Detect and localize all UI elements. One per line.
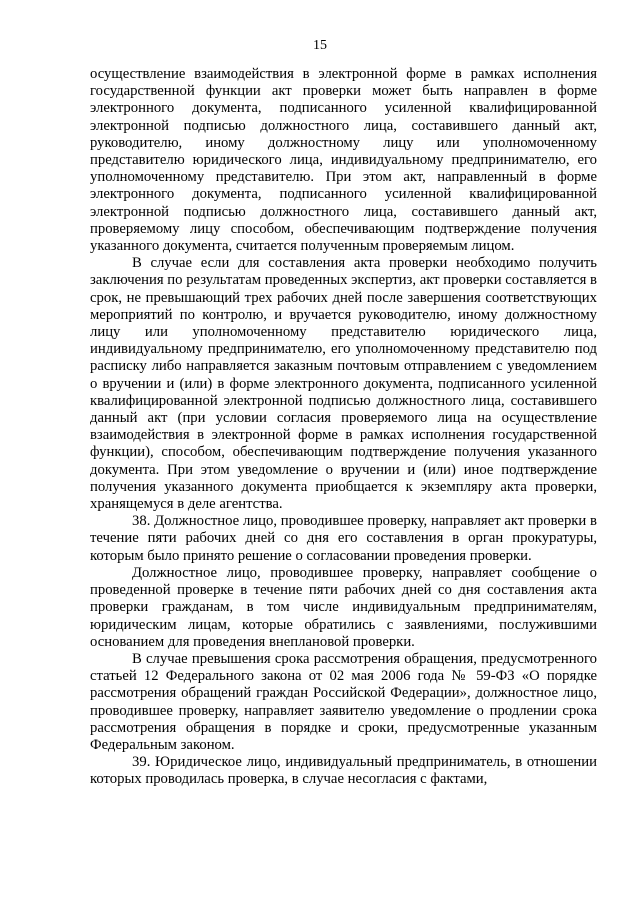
- paragraph-item-39: 39. Юридическое лицо, индивидуальный предприниматель, в отношении которых проводилась проверка, в случае несогласия с фактами,: [90, 754, 597, 788]
- paragraph-expertise-conclusions: В случае если для составления акта проверки необходимо получить заключения по результатам проведенных экспертиз, акт проверки составляется в срок, не превышающий трех рабочих дней после завершения соответствующих мероприятий по контролю, и вручается руководителю, иному должностному лицу или уполномоченному представителю юридического лица, индивидуальному предпринимателю, его уполномоченному представителю под расписку либо направляется заказным почтовым отправлением с уведомлением о вручении и (или) в форме электронного документа, подписанного усиленной квалифицированной электронной подписью должностного лица, составившего данный акт (при условии согласия проверяемого лица на осуществление взаимодействия в электронной форме в рамках исполнения государственной функции), способом, обеспечивающим подтверждение получения указанного документа. При этом уведомление о вручении и (или) иное подтверждение получения указанного документа приобщается к экземпляру акта проверки, хранящемуся в деле агентства.: [90, 255, 597, 513]
- body-text: [90, 66, 597, 789]
- paragraph-act-electronic-form: осуществление взаимодействия в электронной форме в рамках исполнения государственной функции акт проверки может быть направлен в форме электронного документа, подписанного усиленной квалифицированной электронной подписью должностного лица, составившего данный акт, руководителю, иному должностному лицу или уполномоченному представителю юридического лица, индивидуальному предпринимателю, его уполномоченному представителю. При этом акт, направленный в форме электронного документа, подписанного усиленной квалифицированной электронной подписью должностного лица, составившего данный акт, проверяемому лицу способом, обеспечивающим подтверждение получения указанного документа, считается полученным проверяемым лицом.: [90, 66, 597, 255]
- paragraph-item-38: 38. Должностное лицо, проводившее проверку, направляет акт проверки в течение пяти рабочих дней со дня его составления в орган прокуратуры, которым было принято решение о согласовании проведения проверки.: [90, 513, 597, 564]
- page-number: 15: [313, 38, 327, 53]
- paragraph-term-extension: В случае превышения срока рассмотрения обращения, предусмотренного статьей 12 Федерального закона от 02 мая 2006 года № 59-ФЗ «О порядке рассмотрения обращений граждан Российской Федерации», должностное лицо, проводившее проверку, направляет заявителю уведомление о продлении срока рассмотрения обращения в порядке и сроки, предусмотренные указанным Федеральным законом.: [90, 650, 597, 753]
- paragraph-notification-citizens: Должностное лицо, проводившее проверку, направляет сообщение о проведенной проверке в течение пяти рабочих дней со дня составления акта проверки гражданам, в том числе индивидуальным предпринимателям, юридическим лицам, которые обратились с заявлениями, послужившими основанием для проведения внеплановой проверки.: [90, 564, 597, 650]
